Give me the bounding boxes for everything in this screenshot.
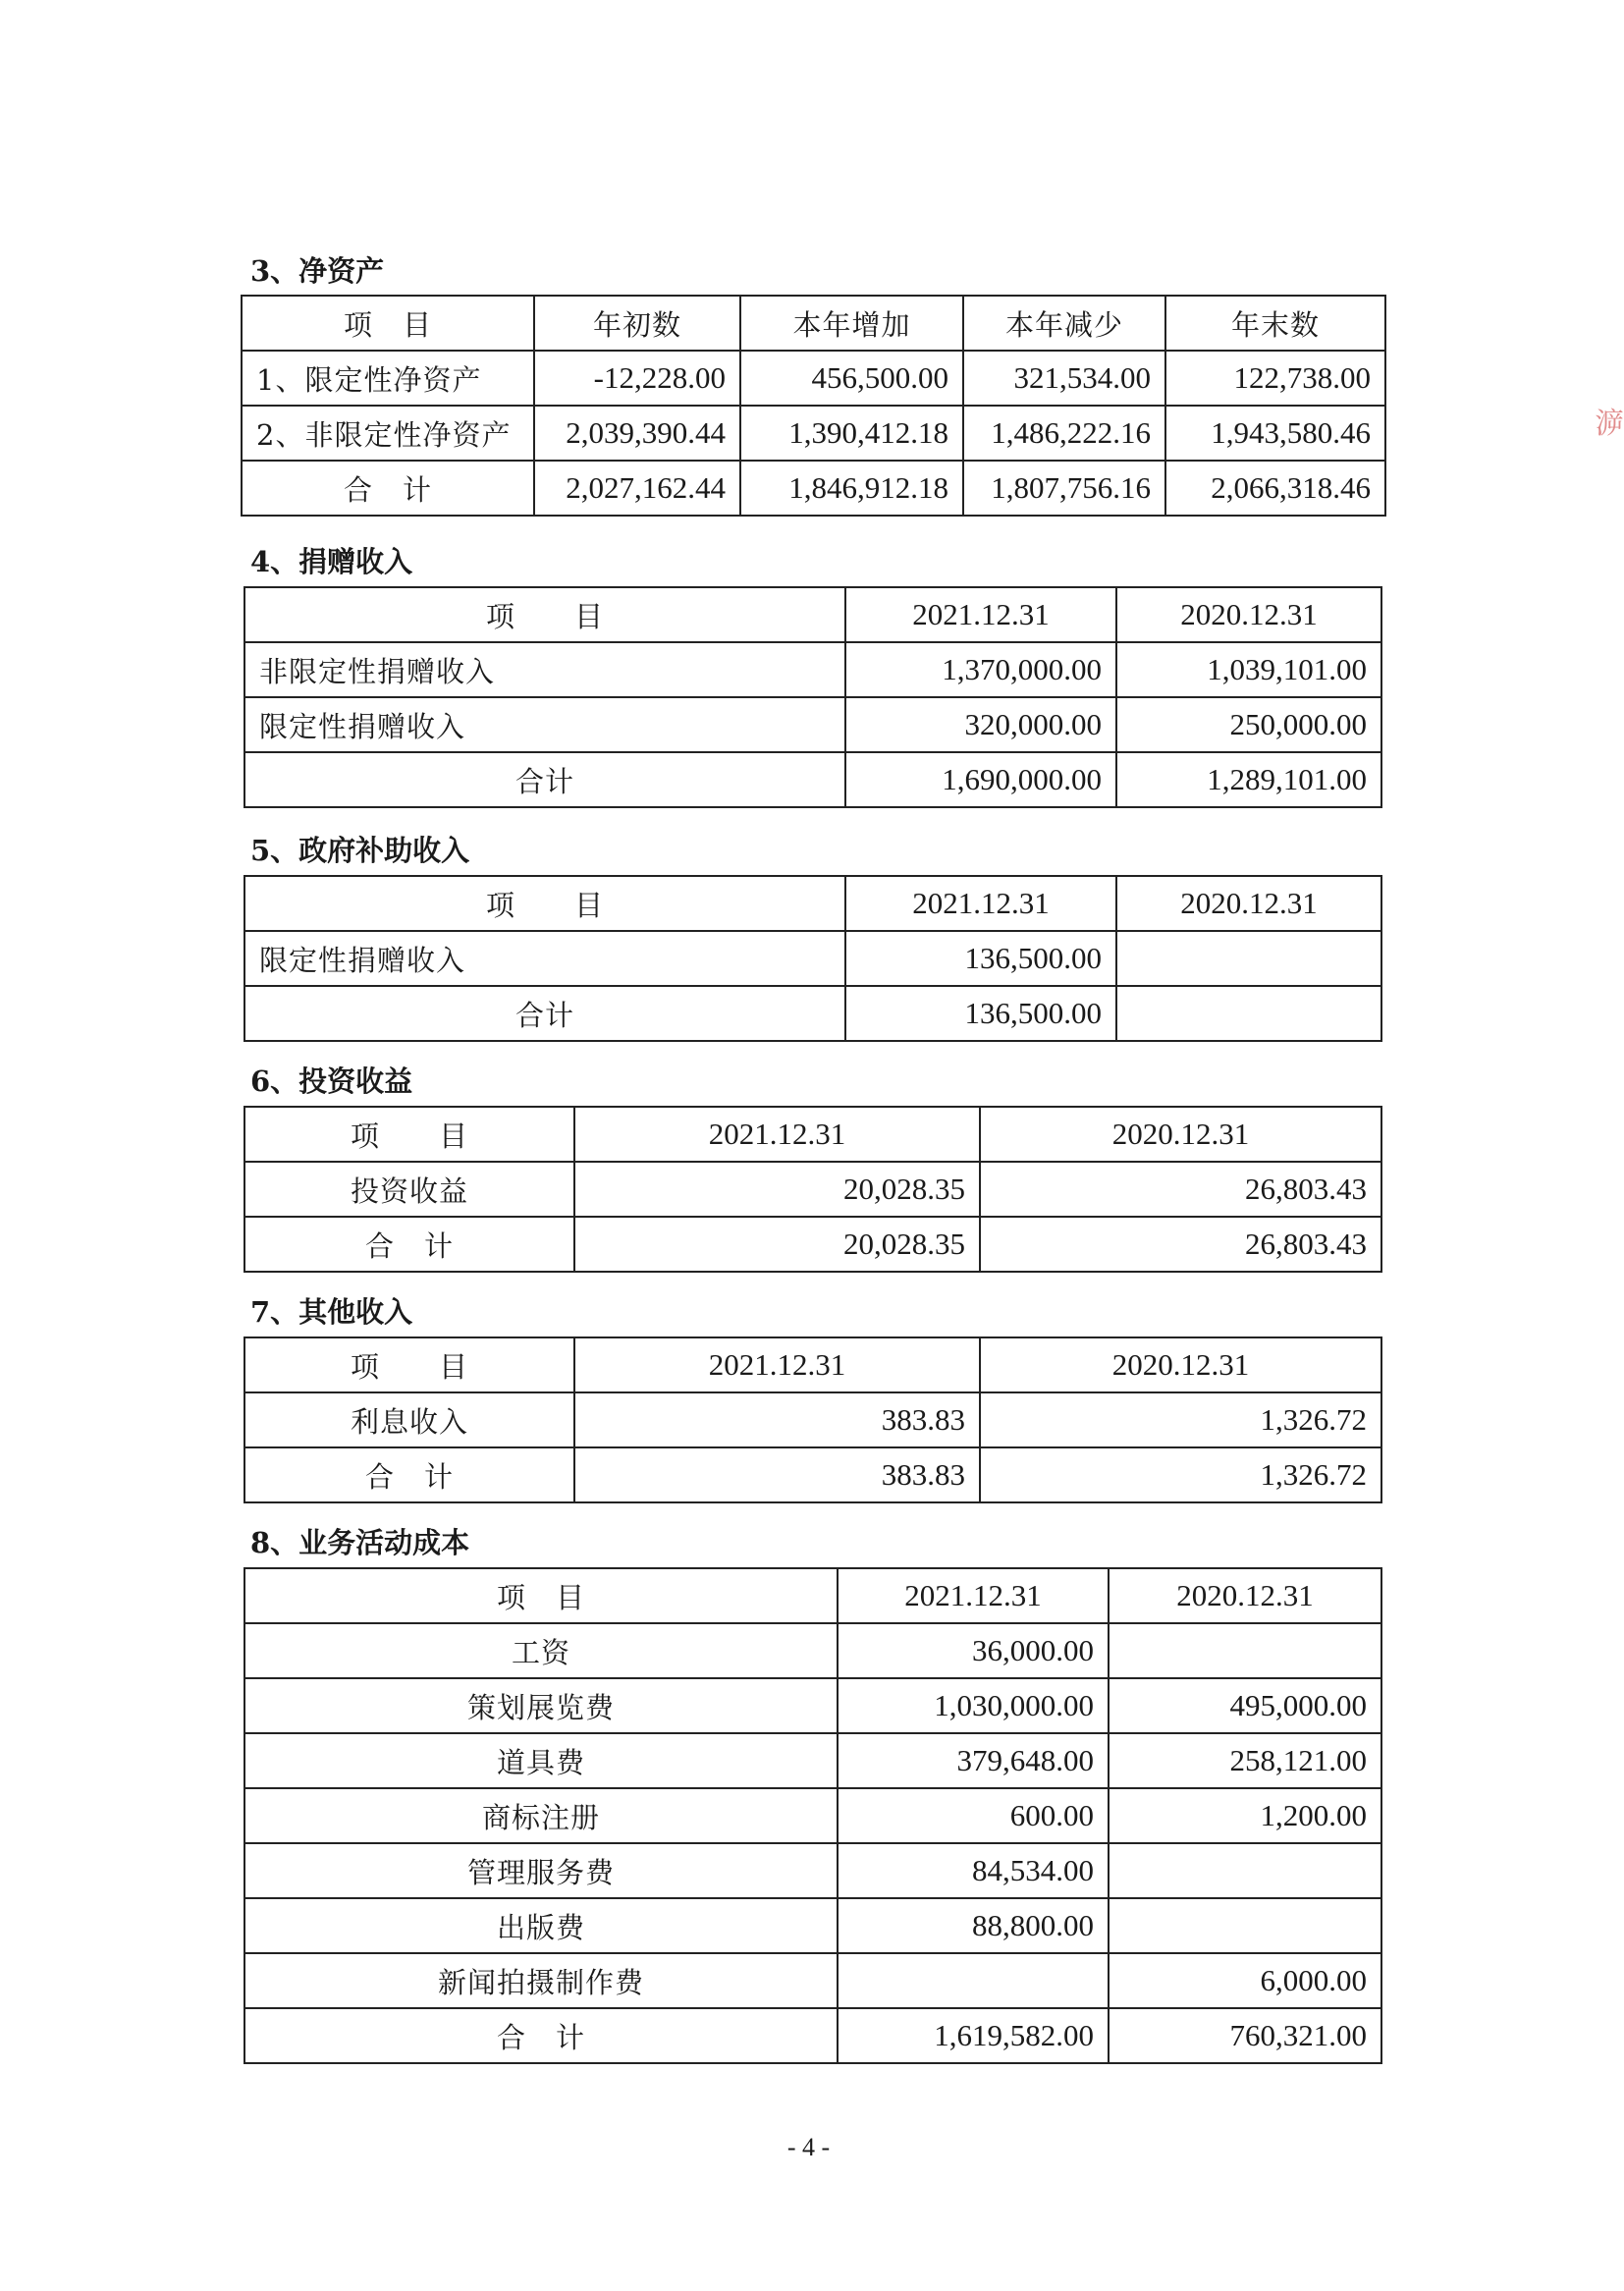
value-cell: 495,000.00 — [1109, 1678, 1381, 1733]
page-number: - 4 - — [786, 2133, 831, 2161]
table-row — [244, 697, 1381, 752]
value-cell: 1,030,000.00 — [838, 1678, 1109, 1733]
value-cell — [838, 1953, 1109, 2008]
value-cell: 2,039,390.44 — [534, 406, 740, 461]
header-cell: 项 目 — [244, 587, 845, 642]
row-label: 1、限定性净资产 — [242, 351, 534, 406]
header-cell: 项 目 — [242, 296, 534, 351]
table-row — [242, 406, 1385, 461]
value-cell: 1,039,101.00 — [1116, 642, 1381, 697]
value-cell — [1109, 1898, 1381, 1953]
table-total-row — [242, 461, 1385, 516]
table-header-row — [244, 587, 1381, 642]
header-cell: 2021.12.31 — [574, 1337, 980, 1392]
row-label: 限定性捐赠收入 — [244, 931, 845, 986]
value-cell: 26,803.43 — [980, 1162, 1381, 1217]
table-header-row — [244, 1568, 1381, 1623]
value-cell: 1,943,580.46 — [1165, 406, 1385, 461]
table-row — [244, 1392, 1381, 1447]
value-cell: 122,738.00 — [1165, 351, 1385, 406]
row-label: 工资 — [244, 1623, 838, 1678]
section-5-title: 5、政府补助收入 — [250, 834, 470, 867]
table-row — [244, 1623, 1381, 1678]
table-row — [244, 931, 1381, 986]
row-label: 管理服务费 — [244, 1843, 838, 1898]
table-header-row — [244, 876, 1381, 931]
row-label: 利息收入 — [244, 1392, 574, 1447]
government-subsidy-table — [244, 875, 1382, 1042]
value-cell — [1116, 931, 1381, 986]
value-cell: 136,500.00 — [845, 986, 1116, 1041]
row-label: 道具费 — [244, 1733, 838, 1788]
header-cell: 项 目 — [244, 1107, 574, 1162]
table-row — [244, 1162, 1381, 1217]
table-total-row — [244, 752, 1381, 807]
value-cell: 20,028.35 — [574, 1162, 980, 1217]
header-cell: 年初数 — [534, 296, 740, 351]
section-6-title: 6、投资收益 — [250, 1064, 413, 1098]
header-cell: 年末数 — [1165, 296, 1385, 351]
value-cell: 26,803.43 — [980, 1217, 1381, 1272]
row-label: 合 计 — [244, 1217, 574, 1272]
donation-income-table — [244, 586, 1382, 808]
value-cell: 6,000.00 — [1109, 1953, 1381, 2008]
row-label: 2、非限定性净资产 — [242, 406, 534, 461]
value-cell: 1,200.00 — [1109, 1788, 1381, 1843]
row-label: 策划展览费 — [244, 1678, 838, 1733]
table-row — [244, 1843, 1381, 1898]
investment-income-table — [244, 1106, 1382, 1273]
value-cell — [1109, 1843, 1381, 1898]
table-row — [244, 642, 1381, 697]
value-cell: 383.83 — [574, 1392, 980, 1447]
header-cell: 2021.12.31 — [838, 1568, 1109, 1623]
value-cell: 1,370,000.00 — [845, 642, 1116, 697]
value-cell: 1,390,412.18 — [740, 406, 963, 461]
value-cell: 1,326.72 — [980, 1447, 1381, 1502]
row-label: 限定性捐赠收入 — [244, 697, 845, 752]
header-cell: 2020.12.31 — [1116, 587, 1381, 642]
table-total-row — [244, 2008, 1381, 2063]
section-8-title: 8、业务活动成本 — [250, 1526, 470, 1559]
value-cell: 600.00 — [838, 1788, 1109, 1843]
value-cell: 136,500.00 — [845, 931, 1116, 986]
header-cell: 项 目 — [244, 876, 845, 931]
business-activity-cost-table — [244, 1567, 1382, 2064]
row-label: 合 计 — [242, 461, 534, 516]
value-cell: 1,807,756.16 — [963, 461, 1165, 516]
value-cell: 456,500.00 — [740, 351, 963, 406]
row-label: 新闻拍摄制作费 — [244, 1953, 838, 2008]
value-cell: 320,000.00 — [845, 697, 1116, 752]
value-cell: 379,648.00 — [838, 1733, 1109, 1788]
section-3-title: 3、净资产 — [250, 254, 385, 288]
table-header-row — [244, 1107, 1381, 1162]
value-cell: 2,027,162.44 — [534, 461, 740, 516]
value-cell: 250,000.00 — [1116, 697, 1381, 752]
value-cell: 88,800.00 — [838, 1898, 1109, 1953]
table-total-row — [244, 986, 1381, 1041]
table-header-row — [242, 296, 1385, 351]
row-label: 合计 — [244, 986, 845, 1041]
value-cell: 2,066,318.46 — [1165, 461, 1385, 516]
row-label: 出版费 — [244, 1898, 838, 1953]
section-7-title: 7、其他收入 — [250, 1295, 413, 1329]
header-cell: 2021.12.31 — [574, 1107, 980, 1162]
value-cell: 1,846,912.18 — [740, 461, 963, 516]
table-row — [244, 1953, 1381, 2008]
net-assets-table — [241, 295, 1386, 517]
value-cell: 321,534.00 — [963, 351, 1165, 406]
row-label: 投资收益 — [244, 1162, 574, 1217]
value-cell: 258,121.00 — [1109, 1733, 1381, 1788]
value-cell: 1,619,582.00 — [838, 2008, 1109, 2063]
header-cell: 本年增加 — [740, 296, 963, 351]
value-cell: 1,690,000.00 — [845, 752, 1116, 807]
row-label: 合计 — [244, 752, 845, 807]
header-cell: 2020.12.31 — [980, 1107, 1381, 1162]
value-cell: 1,289,101.00 — [1116, 752, 1381, 807]
table-row — [244, 1678, 1381, 1733]
table-row — [244, 1733, 1381, 1788]
other-income-table — [244, 1336, 1382, 1503]
header-cell: 本年减少 — [963, 296, 1165, 351]
table-total-row — [244, 1217, 1381, 1272]
header-cell: 项 目 — [244, 1337, 574, 1392]
value-cell: 20,028.35 — [574, 1217, 980, 1272]
row-label: 合 计 — [244, 2008, 838, 2063]
row-label: 合 计 — [244, 1447, 574, 1502]
header-cell: 项 目 — [244, 1568, 838, 1623]
section-4-title: 4、捐赠收入 — [250, 545, 413, 578]
table-row — [244, 1788, 1381, 1843]
row-label: 商标注册 — [244, 1788, 838, 1843]
header-cell: 2020.12.31 — [1116, 876, 1381, 931]
row-label: 非限定性捐赠收入 — [244, 642, 845, 697]
table-row — [244, 1898, 1381, 1953]
value-cell: 760,321.00 — [1109, 2008, 1381, 2063]
header-cell: 2020.12.31 — [980, 1337, 1381, 1392]
header-cell: 2020.12.31 — [1109, 1568, 1381, 1623]
header-cell: 2021.12.31 — [845, 587, 1116, 642]
value-cell: 1,486,222.16 — [963, 406, 1165, 461]
table-row — [242, 351, 1385, 406]
table-header-row — [244, 1337, 1381, 1392]
header-cell: 2021.12.31 — [845, 876, 1116, 931]
value-cell: -12,228.00 — [534, 351, 740, 406]
value-cell: 1,326.72 — [980, 1392, 1381, 1447]
value-cell — [1116, 986, 1381, 1041]
value-cell — [1109, 1623, 1381, 1678]
seal-stamp: 㴑 — [1595, 407, 1624, 441]
value-cell: 383.83 — [574, 1447, 980, 1502]
value-cell: 36,000.00 — [838, 1623, 1109, 1678]
table-total-row — [244, 1447, 1381, 1502]
value-cell: 84,534.00 — [838, 1843, 1109, 1898]
